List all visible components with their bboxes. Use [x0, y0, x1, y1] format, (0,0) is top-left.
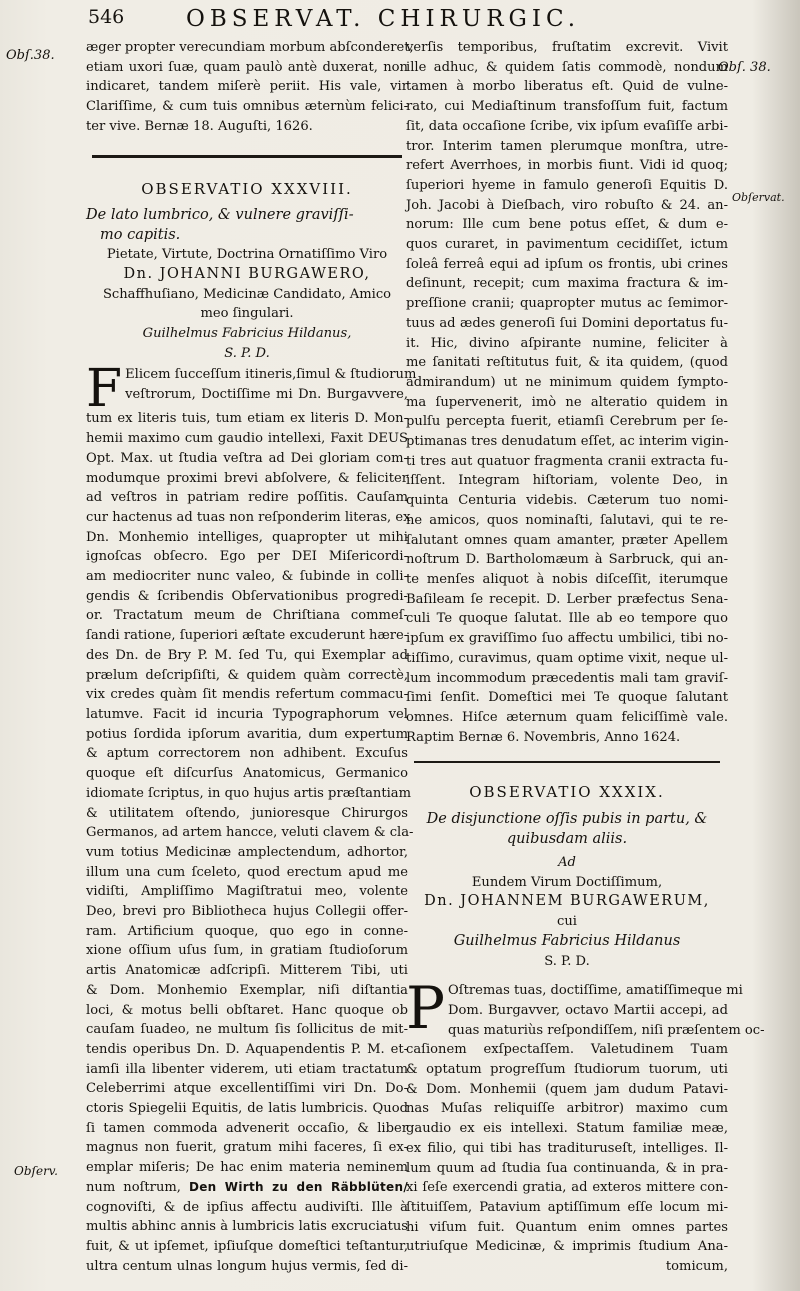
text-line: tuus ad ædes generoſi ſui Domini deportatus fu-	[406, 315, 728, 331]
recipient-line: Eundem Virum Doctiſſimum,	[471, 874, 663, 890]
text-line: vix credes quàm ſit mendis refertum commacu-	[86, 687, 408, 703]
subtitle-line: quibusdam aliis.	[506, 831, 628, 848]
text-line: omnes. Hiſce æternum quam feliciſſimè vale.	[406, 709, 728, 725]
text-line: admirandum) ut ne minimum quidem ſympto-	[406, 374, 728, 390]
text-line: ſoleâ ferreâ equi ad ipſum os frontis, ubi crines	[406, 256, 728, 272]
text-line: tiſſimo, curavimus, quam optime vixit, neque ul-	[406, 650, 728, 666]
text-line: xi ſeſe exercendi gratia, ad exteros mittere con-	[406, 1180, 728, 1196]
text-line: ille adhuc, & quidem ſatis commodè, nondum	[406, 59, 728, 75]
text-line: gaudio ex eis intellexi. Statum familiæ meæ,	[406, 1121, 728, 1137]
text-line: refert Averrhoes, in morbis fiunt. Vidi id quoq;	[406, 158, 728, 174]
dedication-line: meo ſingulari.	[200, 306, 294, 322]
text-line: indicaret, tandem miſerè periit. His vale, vir	[86, 79, 408, 95]
text-line: prælum deſcripſiſti, & quidem quàm correctè,	[86, 667, 408, 683]
observation-38-title: OBSERVATIO XXXVIII.	[141, 179, 353, 198]
text-line: ma ſupervenerit, imò ne alteratio quidem in	[406, 394, 728, 410]
text-line: vum totius Medicinæ amplectendum, adhortor,	[86, 844, 408, 860]
text-line: emplar miſeris; De hac enim materia neminem	[86, 1160, 408, 1176]
cui-line: cui	[557, 914, 577, 930]
section-divider	[92, 155, 402, 158]
text-line: Raptim Bernæ 6. Novembris, Anno 1624.	[406, 729, 681, 745]
text-line: hemii maximo cum gaudio intellexi, Faxit DEUS	[86, 431, 408, 447]
text-line: multis abhinc annis à lumbricis latis excruciatus	[86, 1219, 408, 1235]
margin-note-obs38-right: Obſ. 38.	[718, 60, 771, 75]
text-line: pulſu percepta fuerit, etiamſi Cerebrum per ſe-	[406, 414, 728, 430]
observation-39-subtitle	[406, 809, 728, 849]
observation-38-subtitle	[86, 205, 408, 245]
page-header	[0, 6, 800, 40]
text-line: tendis operibus Dn. D. Aquapendentis P. M. et-	[86, 1041, 408, 1057]
text-line: & Dom. Monhemio Exemplar, niſi diſtantia	[86, 982, 408, 998]
text-line: lum incommodum præcedentis mali tam graviſ-	[406, 670, 728, 686]
text-line: iſſent. Integram hiſtoriam, volente Deo, in	[406, 473, 728, 489]
text-line: potius ſordida ipſorum avaritia, dum expertum	[86, 726, 408, 742]
author-line: Guilhelmus Fabricius Hildanus	[453, 932, 681, 949]
text-line: & Dom. Monhemii (quem jam dudum Patavi-	[406, 1081, 728, 1097]
text-line: ſit, data occaſione ſcribe, vix ipſum evaſiſſe arbi-	[406, 118, 728, 134]
text-line: artis Anatomicæ adſcripſi. Mitterem Tibi, uti	[86, 963, 408, 979]
text-block-ending	[86, 38, 414, 137]
margin-note-observat: Obſervat.	[732, 191, 785, 204]
gothic-phrase: Den Wirth zu den Räbblüten/	[188, 1179, 408, 1194]
ad-line: Ad	[558, 855, 576, 871]
text-line: Deo, brevi pro Bibliotheca hujus Collegii offer-	[86, 904, 408, 920]
text-line: ultra centum ulnas longum hujus vermis, ſed di-	[86, 1258, 408, 1274]
text-line: nas Muſas reliquiſſe arbitror) maximo cum	[406, 1101, 728, 1117]
text-line: utriuſque Medicinæ, & imprimis ſtudium Ana-	[406, 1239, 728, 1255]
letter-body	[86, 359, 417, 1276]
text-line: it. Hic, divino aſpirante numine, feliciter à	[406, 335, 728, 351]
text-line: ctoris Spiegelii Equitis, de latis lumbricis. Quod	[86, 1101, 408, 1117]
left-column	[86, 38, 417, 1276]
text-line: hi viſum fuit. Quantum enim omnes partes	[406, 1219, 728, 1235]
running-title: OBSERVAT. CHIRURGIC.	[186, 6, 581, 32]
text-line: magnus non fuerit, gratum mihi faceres, ſi ex-	[86, 1140, 408, 1156]
text-line: tum ex literis tuis, tum etiam ex literis D. Mon-	[86, 411, 408, 427]
text-line: norum: Ille cum bene potus eſſet, & dum e-	[406, 217, 728, 233]
salutation: S. P. D.	[544, 953, 590, 969]
text-line: veſtrorum, Doctiſſime mi Dn. Burgavvere,	[125, 387, 408, 403]
text-line: ſalutant omnes quam amanter, præter Apellem	[406, 532, 728, 548]
text-line: & optatum progreſſum ſtudiorum tuorum, uti	[406, 1062, 728, 1078]
text-line: ignoſcas obſecro. Ego per DEI Miſericordi-	[86, 549, 408, 565]
text-line	[86, 1178, 408, 1198]
text-line: verſis temporibus, fruſtatim excrevit. Vivit	[406, 40, 728, 55]
text-line: Joh. Jacobi à Dieſbach, viro robuſto & 24. an-	[406, 197, 728, 213]
dedication-line: Schaffhuſiano, Medicinæ Candidato, Amico	[102, 286, 392, 302]
text-line: etiam uxori ſuæ, quam paulò antè duxerat, non	[86, 59, 408, 75]
text-line: loci, & motus belli obſtaret. Hanc quoque ob	[86, 1002, 408, 1018]
text-line: & aptum correctorem non adhibent. Excuſus	[86, 746, 408, 762]
text-line: deſinunt, recepit; cum maxima fractura & im-	[406, 276, 728, 292]
text-line: ptimanas tres denudatum eſſet, ac interim vigin-	[406, 434, 729, 450]
text-line: caſionem exſpectaſſem. Valetudinem Tuam	[406, 1042, 728, 1058]
text-fragment: num noſtrum,	[86, 1179, 181, 1195]
section-divider	[414, 761, 720, 763]
text-line: ſuperiori hyeme in famulo generoſi Equitis D.	[406, 177, 728, 193]
text-line: ad veſtros in patriam redire poſſitis. Cauſam	[86, 490, 408, 506]
text-line: Dom. Burgavver, octavo Martii accepi, ad	[448, 1002, 728, 1018]
text-line: ti tres aut quatuor fragmenta cranii extracta fu-	[406, 453, 728, 469]
text-line: Baſileam ſe recepit. D. Lerber præfectus Sena-	[406, 591, 728, 607]
text-line: ſimi ſenſit. Domeſtici mei Te quoque ſalutant	[406, 690, 728, 706]
dedication-line: Dn. JOHANNI BURGAWERO,	[123, 265, 371, 282]
dedication	[86, 245, 408, 363]
text-line: quinta Centuria videbis. Cæterum tuo nomi-	[406, 493, 728, 509]
text-line: latumve. Facit id incuria Typographorum vel	[86, 706, 408, 722]
text-line: Celeberrimi atque excellentiſſimi viri Dn. Do-	[86, 1081, 408, 1097]
text-line: preſſione cranii; quapropter mutus ac ſemimor-	[406, 296, 728, 312]
subtitle-line: De disjunctione oſſis pubis in partu, &	[426, 811, 708, 828]
text-line: te menſes aliquot à nobis diſceſſit, iterumque	[406, 571, 728, 587]
text-line: ſtituiſſem, Patavium aptiſſimum eſſe locum mi-	[406, 1199, 728, 1215]
drop-cap: F	[86, 359, 123, 420]
text-line: æger propter verecundiam morbum abſconderet,	[86, 40, 414, 55]
text-line: culi Te quoque ſalutat. Ille ab eo tempore quo	[406, 611, 728, 627]
text-line: Germanos, ad artem hancce, veluti clavem & cla-	[86, 825, 414, 841]
text-line: cur hactenus ad tuas non reſponderim literas, ex	[86, 509, 411, 525]
text-line: Clariſſime, & cum tuis omnibus æternùm felici-	[86, 99, 408, 115]
text-line: noſtrum D. Bartholomæum à Sarbruck, qui an-	[406, 552, 728, 568]
page-number: 546	[88, 6, 125, 28]
text-line: ram. Artificium quoque, quo ego in conne-	[86, 923, 408, 939]
text-line: me ſanitati reſtitutus fuit, & ita quidem, (quod	[406, 355, 728, 371]
text-line: xione oſſium uſus ſum, in gratiam ſtudioſorum	[86, 943, 408, 959]
salutation: S. P. D.	[224, 345, 270, 361]
text-line: lum quum ad ſtudia ſua continuanda, & in pra-	[406, 1160, 728, 1176]
text-line: ſandi ratione, ſuperiori æſtate excuderunt hære-	[86, 628, 409, 644]
letter-body	[406, 974, 765, 1277]
text-line: cognoviſti, & de ipſius affectu audiviſti. Ille à	[86, 1199, 408, 1215]
text-line: vidiſti, Ampliſſimo Magiſtratui meo, volente	[86, 884, 408, 900]
text-line: idiomate ſcriptus, in quo hujus artis præſtantiam	[86, 785, 412, 801]
text-line: fuit, & ut ipſemet, ipſiuſque domeſtici teſtantur,	[86, 1238, 408, 1254]
text-line: ter vive. Bernæ 18. Auguſti, 1626.	[86, 118, 313, 134]
text-line: modumque proximi brevi abſolvere, & feliciter	[86, 470, 408, 486]
text-line: gendis & ſcribendis Obſervationibus progredi-	[86, 588, 408, 604]
text-line: ne amicos, quos nominaſti, ſalutavi, qui te re-	[406, 512, 728, 528]
text-line: ex filio, qui tibi has tradituruseſt, intelliges. Il-	[406, 1140, 728, 1156]
text-line: illum una cum ſceleto, quod erectum apud me	[86, 864, 408, 880]
catchword: tomicum,	[665, 1259, 728, 1275]
subtitle-line: mo capitis.	[100, 227, 181, 244]
text-line: quos curaret, in pavimentum cecidiſſet, ictum	[406, 237, 728, 253]
text-line: tamen à morbo liberatus eſt. Quid de vulne-	[406, 79, 728, 95]
drop-cap: P	[406, 974, 446, 1043]
recipient-line: Dn. JOHANNEM BURGAWERUM,	[424, 893, 710, 910]
text-line: ipſum ex graviſſimo ſuo affectu umbilici, tibi no-	[406, 631, 728, 647]
subtitle-line: De lato lumbrico, & vulnere graviſſi-	[86, 207, 354, 224]
text-line: Elicem ſucceſſum itineris,ſimul & ſtudiorum	[125, 367, 417, 383]
margin-note-observ-left: Obſerv.	[14, 1164, 58, 1178]
margin-note-obs38-left: Obſ.38.	[6, 48, 55, 63]
text-line: ſi tamen commoda advenerit occaſio, & liber	[86, 1120, 408, 1136]
dedication-line: Pietate, Virtute, Doctrina Ornatiſſimo Viro	[106, 247, 388, 263]
text-line: quas maturiùs reſpondiſſem, niſi præſentem oc-	[448, 1022, 765, 1038]
dedication	[406, 853, 728, 971]
text-line: cauſam ſuadeo, ne multum ſis ſollicitus de mit-	[86, 1022, 408, 1038]
letter-body-continued	[406, 38, 728, 747]
observation-39-title: OBSERVATIO XXXIX.	[469, 783, 665, 802]
author-line: Guilhelmus Fabricius Hildanus,	[142, 326, 352, 342]
text-line: am mediocriter nunc valeo, & ſubinde in colli-	[86, 569, 408, 585]
text-line: Dn. Monhemio intelliges, quapropter ut mihi	[86, 529, 408, 545]
text-line: tror. Interim tamen plerumque monſtra, utre-	[406, 138, 728, 154]
text-line: iamſi illa libenter viderem, uti etiam tractatum	[86, 1061, 408, 1077]
text-line: rato, cui Mediaſtinum transfoſſum fuit, factum	[406, 99, 728, 115]
text-line: Oſtremas tuas, doctiſſime, amatiſſimeque mi	[448, 983, 743, 999]
text-line: des Dn. de Bry P. M. ſed Tu, qui Exemplar ad	[86, 647, 408, 663]
text-line: Opt. Max. ut ſtudia veſtra ad Dei gloriam com-	[86, 450, 408, 466]
text-line: & utilitatem oſtendo, junioresque Chirurgos	[86, 805, 408, 821]
text-line: or. Tractatum meum de Chriſtiana commeſ-	[86, 608, 408, 624]
text-line: quoque eſt diſcurſus Anatomicus, Germanico	[86, 766, 408, 782]
